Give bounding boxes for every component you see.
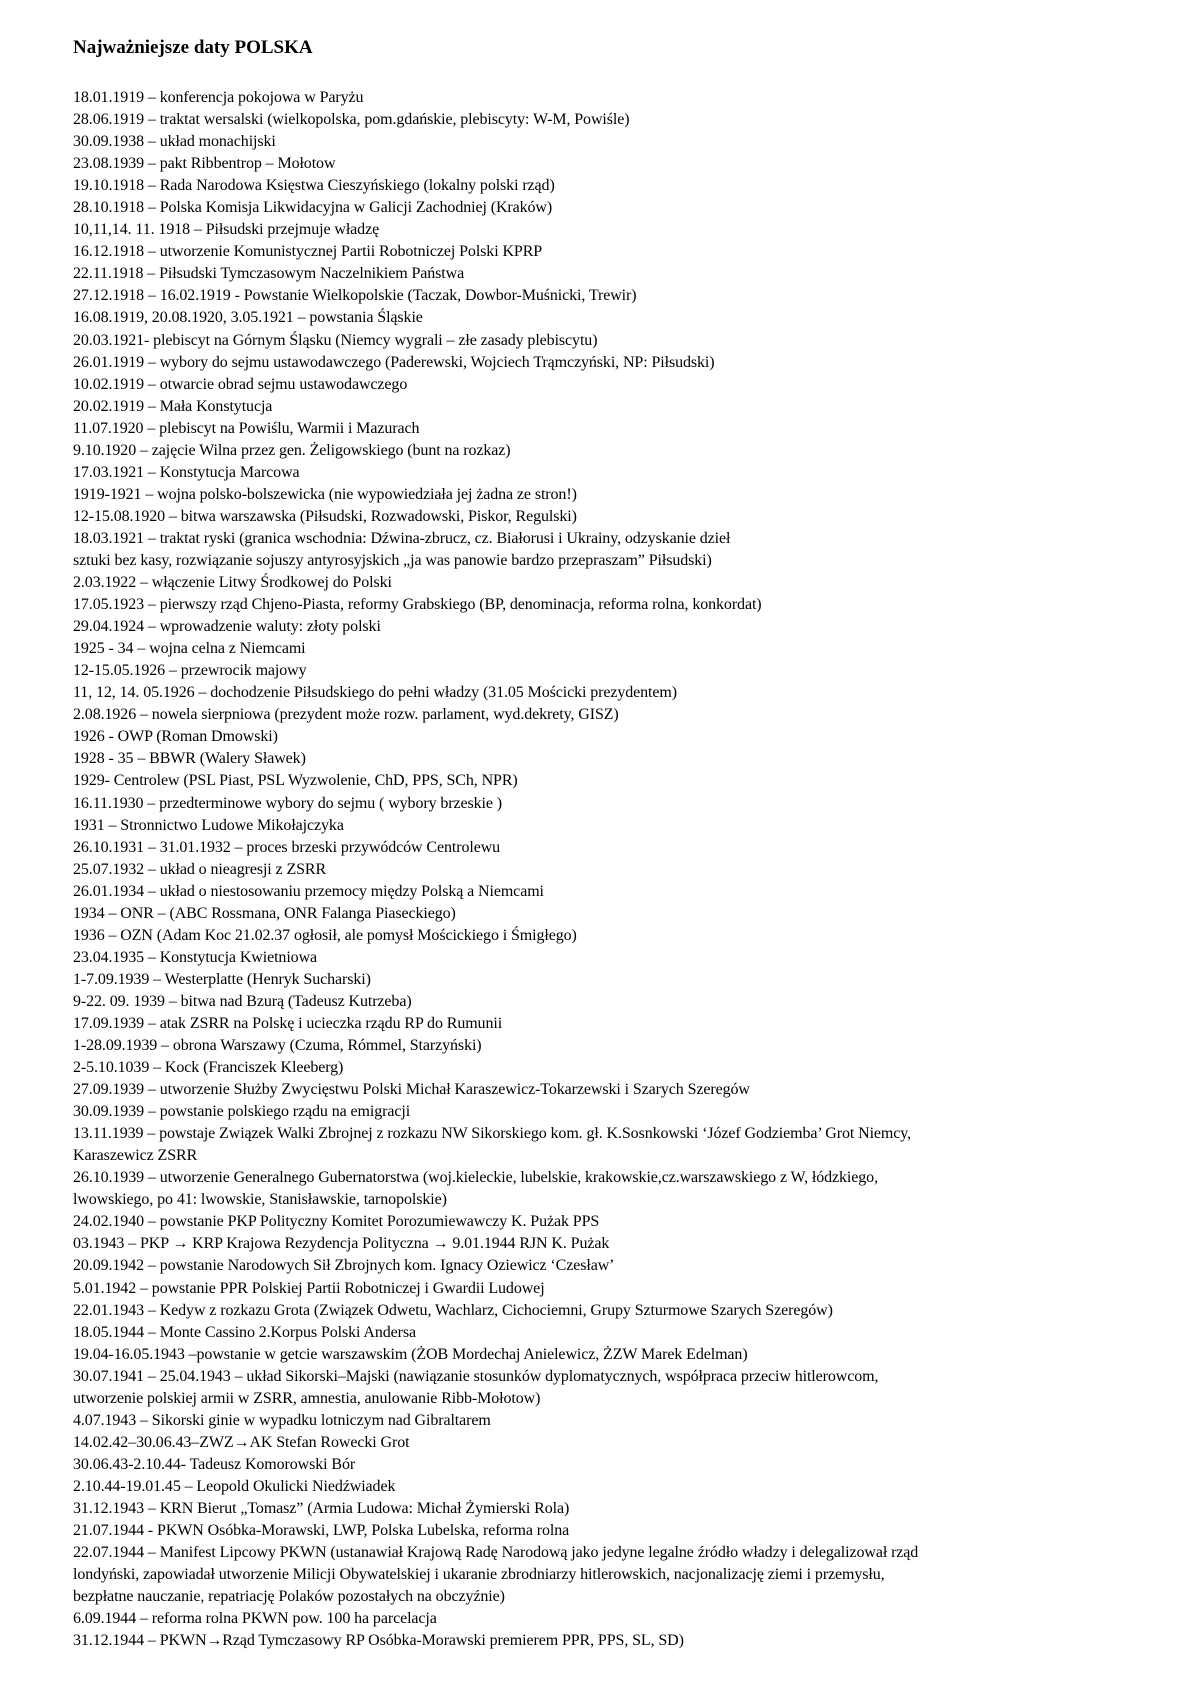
timeline-line: 20.03.1921- plebiscyt na Górnym Śląsku (Niemcy wygrali – złe zasady plebiscytu): [73, 331, 598, 349]
timeline-list: [73, 87, 1133, 1652]
timeline-line: 18.01.1919 – konferencja pokojowa w Paryżu: [73, 89, 364, 106]
timeline-line: 18.03.1921 – traktat ryski (granica wschodnia: Dźwina-zbrucz, cz. Białorusi i Ukrainy, odzyskanie dzieł: [73, 529, 731, 547]
timeline-line: 10.02.1919 – otwarcie obrad sejmu ustawodawczego: [73, 375, 408, 393]
timeline-line: 16.08.1919, 20.08.1920, 3.05.1921 – powstania Śląskie: [73, 309, 423, 327]
timeline-line: 31.12.1944 – PKWN→Rząd Tymczasowy RP Osóbka-Morawski premierem PPR, PPS, SL, SD): [73, 1632, 684, 1650]
timeline-line: 22.01.1943 – Kedyw z rozkazu Grota (Związek Odwetu, Wachlarz, Cichociemni, Grupy Szturmowe Szarych Szeregów): [73, 1301, 833, 1319]
timeline-line: 27.12.1918 – 16.02.1919 - Powstanie Wielkopolskie (Taczak, Dowbor-Muśnicki, Trewir): [73, 287, 637, 305]
timeline-line: bezpłatne nauczanie, repatriację Polaków pozostałych na obczyźnie): [73, 1588, 505, 1606]
timeline-line: 27.09.1939 – utworzenie Służby Zwycięstwu Polski Michał Karaszewicz-Tokarzewski i Szarych Szeregów: [73, 1081, 750, 1099]
timeline-line: 11, 12, 14. 05.1926 – dochodzenie Piłsudskiego do pełni władzy (31.05 Mościcki prezydentem): [73, 684, 677, 702]
timeline-line: 1934 – ONR – (ABC Rossmana, ONR Falanga Piaseckiego): [73, 904, 456, 922]
timeline-line: 16.11.1930 – przedterminowe wybory do sejmu ( wybory brzeskie ): [73, 794, 503, 812]
timeline-line: 18.05.1944 – Monte Cassino 2.Korpus Polski Andersa: [73, 1323, 417, 1341]
timeline-line: 17.09.1939 – atak ZSRR na Polskę i ucieczka rządu RP do Rumunii: [73, 1014, 503, 1032]
timeline-line: 1925 - 34 – wojna celna z Niemcami: [73, 640, 306, 658]
timeline-line: 21.07.1944 - PKWN Osóbka-Morawski, LWP, Polska Lubelska, reforma rolna: [73, 1522, 570, 1540]
timeline-line: 20.09.1942 – powstanie Narodowych Sił Zbrojnych kom. Ignacy Oziewicz ‘Czesław’: [73, 1257, 615, 1275]
timeline-line: 1929- Centrolew (PSL Piast, PSL Wyzwolenie, ChD, PPS, SCh, NPR): [73, 772, 518, 790]
timeline-line: 30.09.1938 – układ monachijski: [73, 133, 276, 151]
timeline-line: 19.10.1918 – Rada Narodowa Księstwa Cieszyńskiego (lokalny polski rząd): [73, 177, 555, 195]
timeline-line: 10,11,14. 11. 1918 – Piłsudski przejmuje władzę: [73, 221, 380, 239]
timeline-line: lwowskiego, po 41: lwowskie, Stanisławskie, tarnopolskie): [73, 1191, 447, 1209]
timeline-line: 12-15.08.1920 – bitwa warszawska (Piłsudski, Rozwadowski, Piskor, Regulski): [73, 507, 577, 525]
timeline-line: 16.12.1918 – utworzenie Komunistycznej Partii Robotniczej Polski KPRP: [73, 243, 543, 261]
timeline-line: 1931 – Stronnictwo Ludowe Mikołajczyka: [73, 816, 344, 834]
timeline-line: 1936 – OZN (Adam Koc 21.02.37 ogłosił, ale pomysł Mościckiego i Śmigłego): [73, 926, 577, 944]
timeline-line: 19.04-16.05.1943 –powstanie w getcie warszawskim (ŻOB Mordechaj Anielewicz, ŻZW Marek Edelman): [73, 1345, 748, 1363]
timeline-line: 4.07.1943 – Sikorski ginie w wypadku lotniczym nad Gibraltarem: [73, 1411, 491, 1429]
timeline-line: 26.10.1931 – 31.01.1932 – proces brzeski przywódców Centrolewu: [73, 838, 501, 856]
timeline-line: 5.01.1942 – powstanie PPR Polskiej Partii Robotniczej i Gwardii Ludowej: [73, 1279, 545, 1297]
timeline-line: 26.01.1934 – układ o niestosowaniu przemocy między Polską a Niemcami: [73, 882, 544, 900]
timeline-line: 11.07.1920 – plebiscyt na Powiślu, Warmii i Mazurach: [73, 419, 420, 437]
timeline-line: 29.04.1924 – wprowadzenie waluty: złoty polski: [73, 618, 381, 636]
timeline-line: 28.10.1918 – Polska Komisja Likwidacyjna w Galicji Zachodniej (Kraków): [73, 199, 553, 217]
timeline-line: 2.08.1926 – nowela sierpniowa (prezydent może rozw. parlament, wyd.dekrety, GISZ): [73, 706, 619, 724]
timeline-line: 1926 - OWP (Roman Dmowski): [73, 728, 278, 746]
timeline-line: Karaszewicz ZSRR: [73, 1147, 198, 1165]
timeline-line: 31.12.1943 – KRN Bierut „Tomasz” (Armia Ludowa: Michał Żymierski Rola): [73, 1500, 570, 1517]
timeline-line: 28.06.1919 – traktat wersalski (wielkopolska, pom.gdańskie, plebiscyty: W-M, Powiśle): [73, 111, 630, 129]
document-title: Najważniejsze daty POLSKA: [73, 37, 313, 58]
timeline-line: 24.02.1940 – powstanie PKP Polityczny Komitet Porozumiewawczy K. Pużak PPS: [73, 1213, 600, 1231]
timeline-line: 1928 - 35 – BBWR (Walery Sławek): [73, 750, 306, 768]
timeline-line: 6.09.1944 – reforma rolna PKWN pow. 100 ha parcelacja: [73, 1610, 437, 1628]
timeline-line: 14.02.42–30.06.43–ZWZ→AK Stefan Rowecki Grot: [73, 1433, 410, 1451]
timeline-line: 2-5.10.1039 – Kock (Franciszek Kleeberg): [73, 1059, 344, 1077]
timeline-line: 30.09.1939 – powstanie polskiego rządu na emigracji: [73, 1103, 411, 1121]
timeline-line: londyński, zapowiadał utworzenie Milicji Obywatelskiej i ukaranie zbrodniarzy hitlerowskich, nacjonalizację ziemi i przemysłu,: [73, 1566, 885, 1584]
timeline-line: 26.01.1919 – wybory do sejmu ustawodawczego (Paderewski, Wojciech Trąmczyński, NP: Piłsudski): [73, 353, 715, 371]
timeline-line: 9-22. 09. 1939 – bitwa nad Bzurą (Tadeusz Kutrzeba): [73, 992, 412, 1010]
timeline-line: 20.02.1919 – Mała Konstytucja: [73, 397, 273, 415]
timeline-line: 2.03.1922 – włączenie Litwy Środkowej do Polski: [73, 574, 392, 592]
timeline-line: 17.03.1921 – Konstytucja Marcowa: [73, 463, 300, 481]
timeline-line: sztuki bez kasy, rozwiązanie sojuszy antyrosyjskich „ja was panowie bardzo przepraszam” Piłsudski): [73, 551, 712, 569]
timeline-line: 30.07.1941 – 25.04.1943 – układ Sikorski–Majski (nawiązanie stosunków dyplomatycznych, współpraca przeciw hitlerowcom,: [73, 1367, 879, 1385]
timeline-line: 9.10.1920 – zajęcie Wilna przez gen. Żeligowskiego (bunt na rozkaz): [73, 441, 511, 459]
timeline-line: 03.1943 – PKP → KRP Krajowa Rezydencja Polityczna → 9.01.1944 RJN K. Pużak: [73, 1235, 610, 1253]
timeline-line: 22.07.1944 – Manifest Lipcowy PKWN (ustanawiał Krajową Radę Narodową jako jedyne legalne źródło władzy i delegalizował rząd: [73, 1544, 919, 1562]
timeline-line: 22.11.1918 – Piłsudski Tymczasowym Naczelnikiem Państwa: [73, 265, 465, 283]
timeline-line: 23.04.1935 – Konstytucja Kwietniowa: [73, 948, 318, 966]
timeline-line: 26.10.1939 – utworzenie Generalnego Gubernatorstwa (woj.kieleckie, lubelskie, krakowskie,cz.warszawskiego z W, łódzkiego,: [73, 1169, 878, 1187]
timeline-line: 13.11.1939 – powstaje Związek Walki Zbrojnej z rozkazu NW Sikorskiego kom. gł. K.Sosnkowski ‘Józef Godziemba’ Grot Niemcy,: [73, 1125, 912, 1143]
timeline-line: 25.07.1932 – układ o nieagresji z ZSRR: [73, 860, 327, 878]
timeline-line: 30.06.43-2.10.44- Tadeusz Komorowski Bór: [73, 1455, 356, 1473]
timeline-line: 1-28.09.1939 – obrona Warszawy (Czuma, Rómmel, Starzyński): [73, 1037, 482, 1055]
timeline-line: utworzenie polskiej armii w ZSRR, amnestia, anulowanie Ribb-Mołotow): [73, 1389, 541, 1407]
timeline-line: 2.10.44-19.01.45 – Leopold Okulicki Niedźwiadek: [73, 1477, 396, 1495]
timeline-line: 1919-1921 – wojna polsko-bolszewicka (nie wypowiedziała jej żadna ze stron!): [73, 485, 577, 503]
timeline-line: 23.08.1939 – pakt Ribbentrop – Mołotow: [73, 155, 336, 173]
timeline-line: 12-15.05.1926 – przewrocik majowy: [73, 662, 307, 680]
document-page: [73, 36, 1133, 1652]
timeline-line: 17.05.1923 – pierwszy rząd Chjeno-Piasta, reformy Grabskiego (BP, denominacja, reforma rolna, konkordat): [73, 596, 762, 614]
timeline-line: 1-7.09.1939 – Westerplatte (Henryk Sucharski): [73, 970, 371, 988]
